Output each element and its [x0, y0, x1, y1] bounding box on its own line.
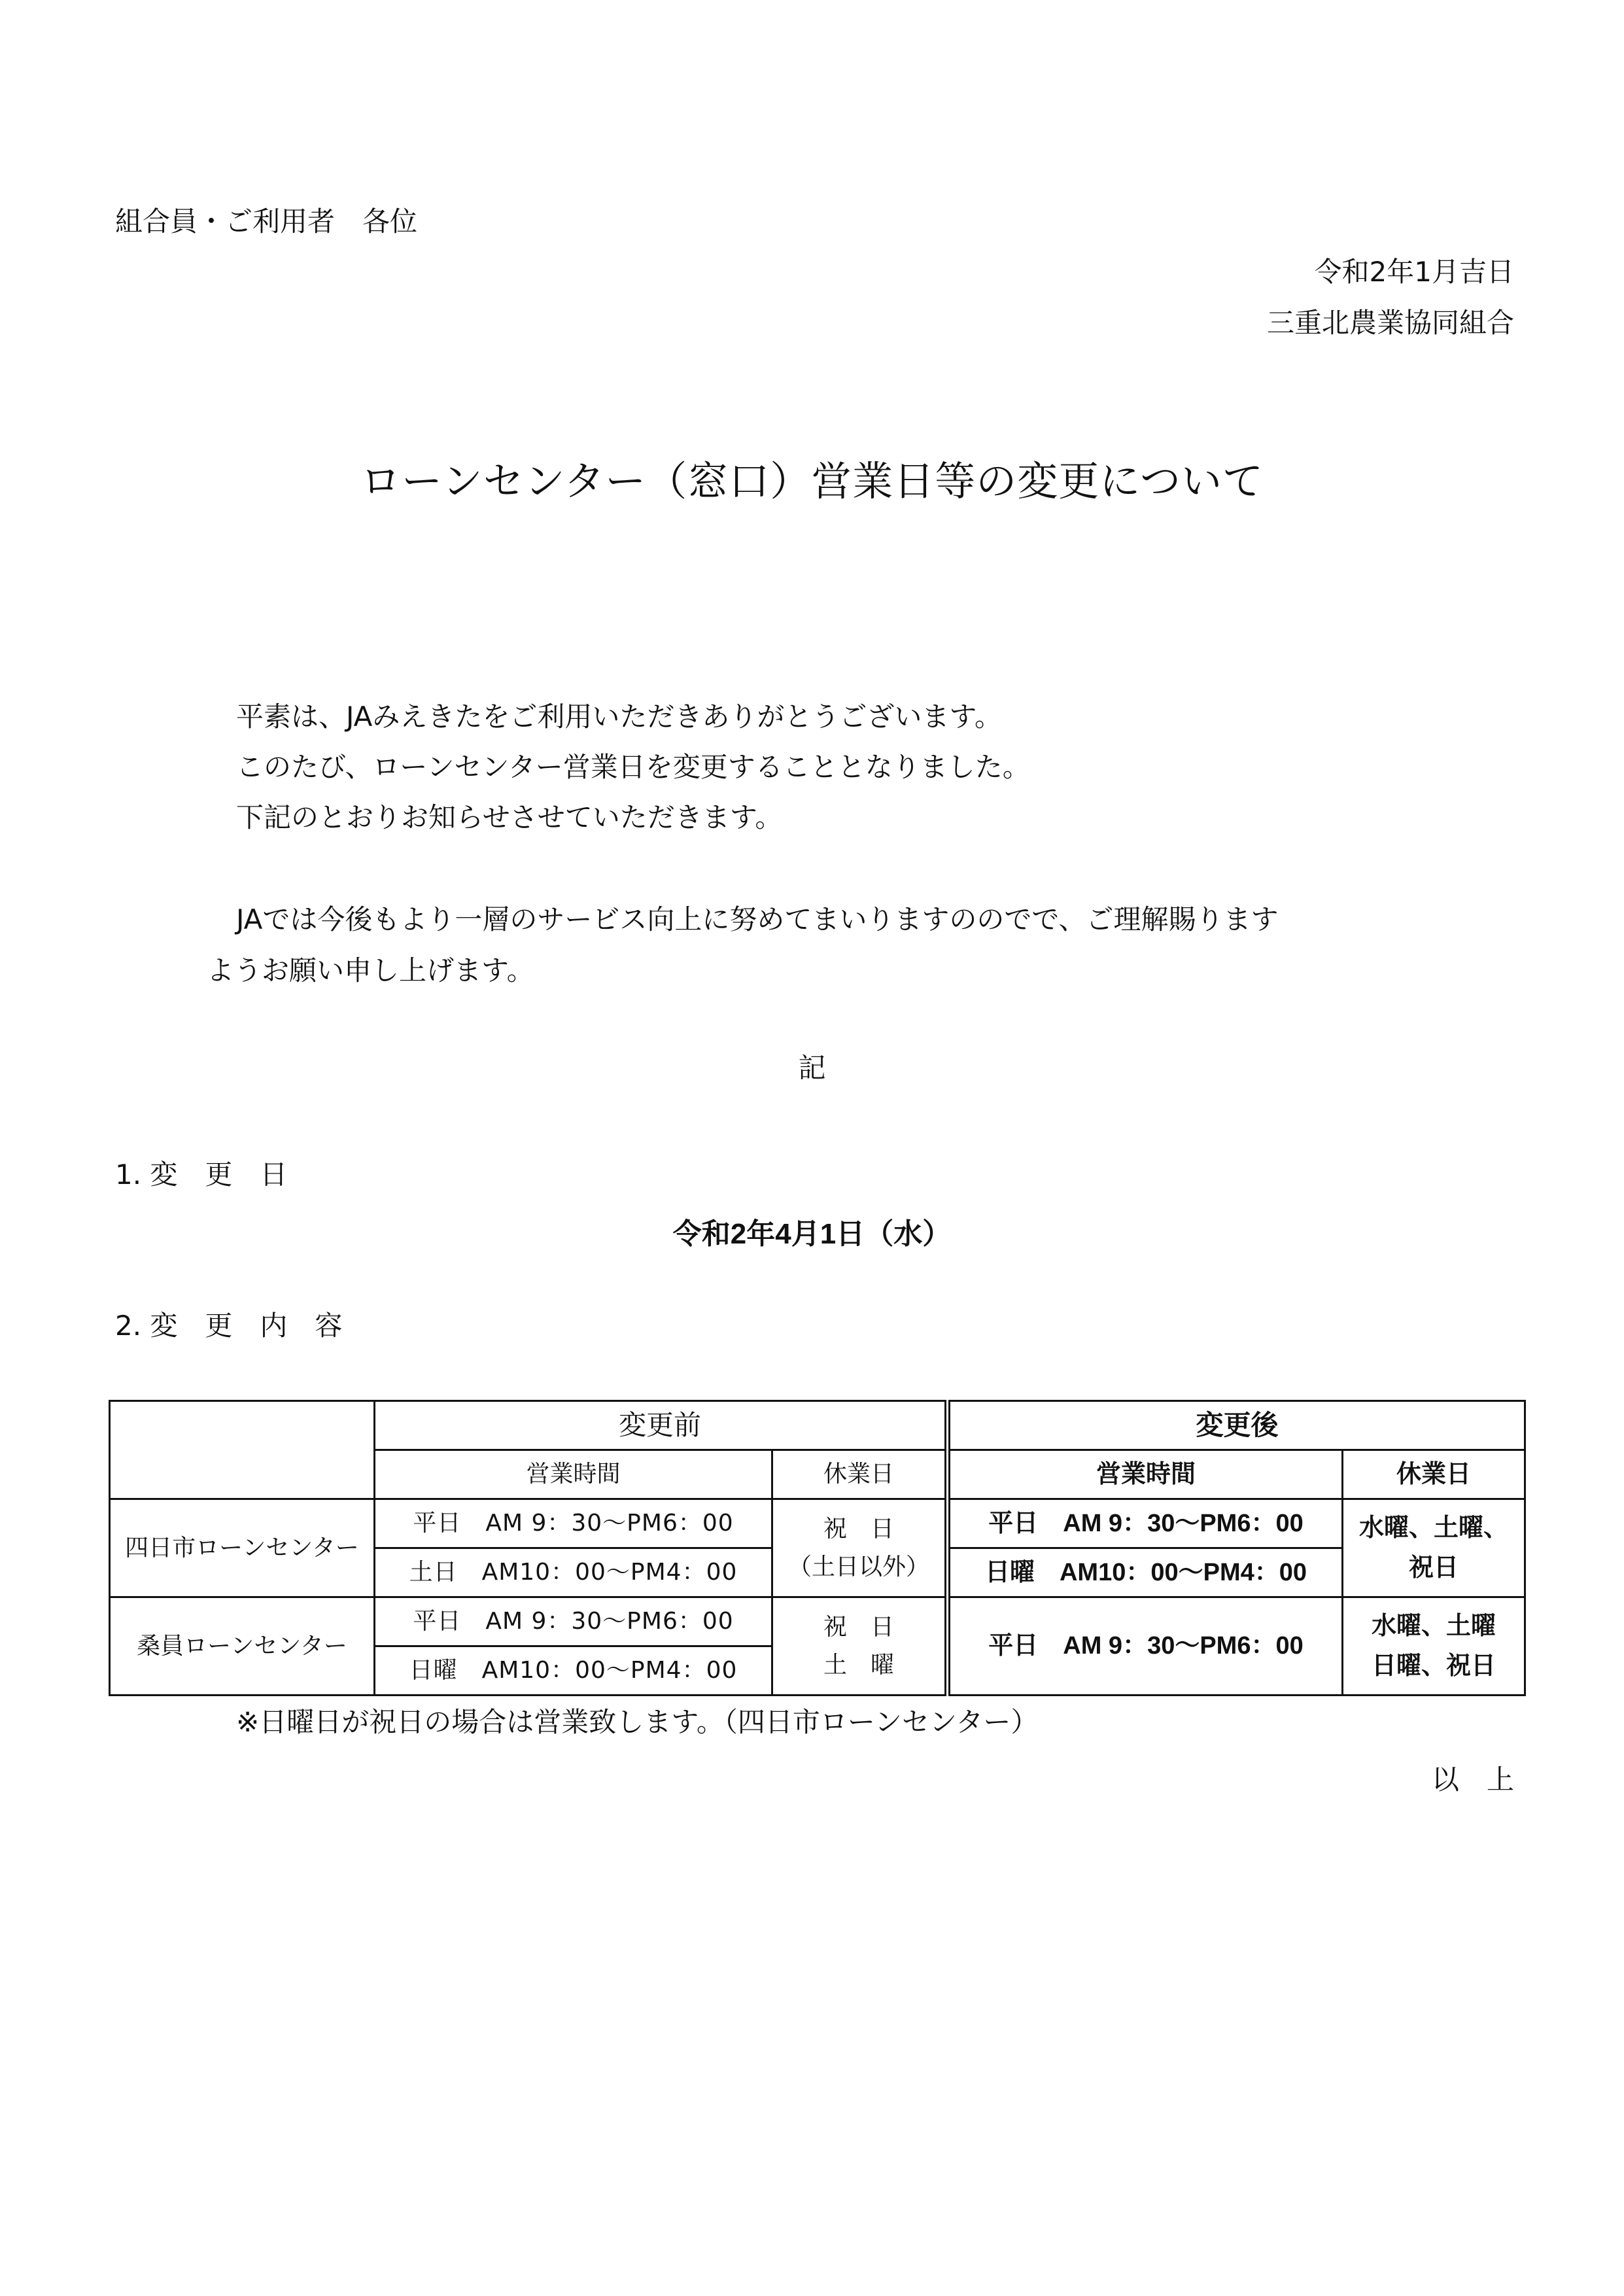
schedule-table	[109, 1400, 1526, 1696]
center-name: 四日市ローンセンター	[110, 1499, 375, 1597]
document-title: ローンセンター（窓口）営業日等の変更について	[360, 457, 1264, 505]
before-holiday-header: 休業日	[772, 1450, 948, 1499]
body-paragraph-4-line-1: JAでは今後もより一層のサービス向上に努めてまいりますののでで、ご理解賜ります	[236, 903, 1279, 935]
body-paragraph-4-line-2: ようお願い申し上げます。	[207, 954, 534, 986]
after-holiday-cell	[1343, 1597, 1525, 1696]
ki-heading: 記	[798, 1052, 826, 1084]
holiday-line: （土日以外）	[788, 1553, 930, 1580]
closing-mark: 以 上	[1431, 1764, 1514, 1796]
holiday-line: 祝日	[1409, 1554, 1459, 1582]
before-hours-cell: 日曜 AM10：00〜PM4：00	[375, 1646, 772, 1696]
center-name: 桑員ローンセンター	[110, 1597, 375, 1696]
before-header: 変更前	[375, 1401, 948, 1450]
footnote: ※日曜日が祝日の場合は営業致します。（四日市ローンセンター）	[236, 1706, 1039, 1738]
after-hours-cell: 平日 AM 9：30〜PM6：00	[948, 1499, 1343, 1548]
after-hours-cell: 平日 AM 9：30〜PM6：00	[948, 1597, 1343, 1696]
table-corner-cell	[110, 1401, 375, 1499]
issue-date: 令和2年1月吉日	[1314, 256, 1514, 288]
after-holiday-header: 休業日	[1343, 1450, 1525, 1499]
after-header: 変更後	[948, 1401, 1525, 1450]
table-row	[110, 1499, 1525, 1548]
section-2-label: 2. 変 更 内 容	[115, 1310, 343, 1342]
before-hours-cell: 平日 AM 9：30〜PM6：00	[375, 1597, 772, 1646]
after-holiday-cell	[1343, 1499, 1525, 1597]
before-holiday-cell	[772, 1499, 948, 1597]
section-1-label: 1. 変 更 日	[115, 1158, 288, 1191]
organization-name: 三重北農業協同組合	[1266, 307, 1514, 339]
holiday-line: 日曜、祝日	[1372, 1652, 1496, 1680]
change-date: 令和2年4月1日（水）	[672, 1218, 952, 1250]
after-hours-header: 営業時間	[948, 1450, 1343, 1499]
body-paragraph-2: このたび、ローンセンター営業日を変更することとなりました。	[236, 751, 1030, 783]
after-hours-cell: 日曜 AM10：00〜PM4：00	[948, 1548, 1343, 1597]
body-paragraph-3: 下記のとおりお知らせさせていただきます。	[236, 801, 783, 833]
holiday-line: 水曜、土曜、	[1359, 1514, 1509, 1542]
before-hours-header: 営業時間	[375, 1450, 772, 1499]
before-hours-cell: 平日 AM 9：30〜PM6：00	[375, 1499, 772, 1548]
addressee: 組合員・ご利用者 各位	[115, 205, 418, 237]
body-paragraph-1: 平素は、JAみえきたをご利用いただきありがとうございます。	[236, 701, 1003, 733]
holiday-line: 土 曜	[823, 1651, 895, 1679]
holiday-line: 水曜、土曜	[1372, 1612, 1496, 1640]
holiday-line: 祝 日	[823, 1613, 895, 1641]
table-row	[110, 1597, 1525, 1646]
before-hours-cell: 土日 AM10：00〜PM4：00	[375, 1548, 772, 1597]
before-holiday-cell	[772, 1597, 948, 1696]
holiday-line: 祝 日	[823, 1515, 895, 1542]
